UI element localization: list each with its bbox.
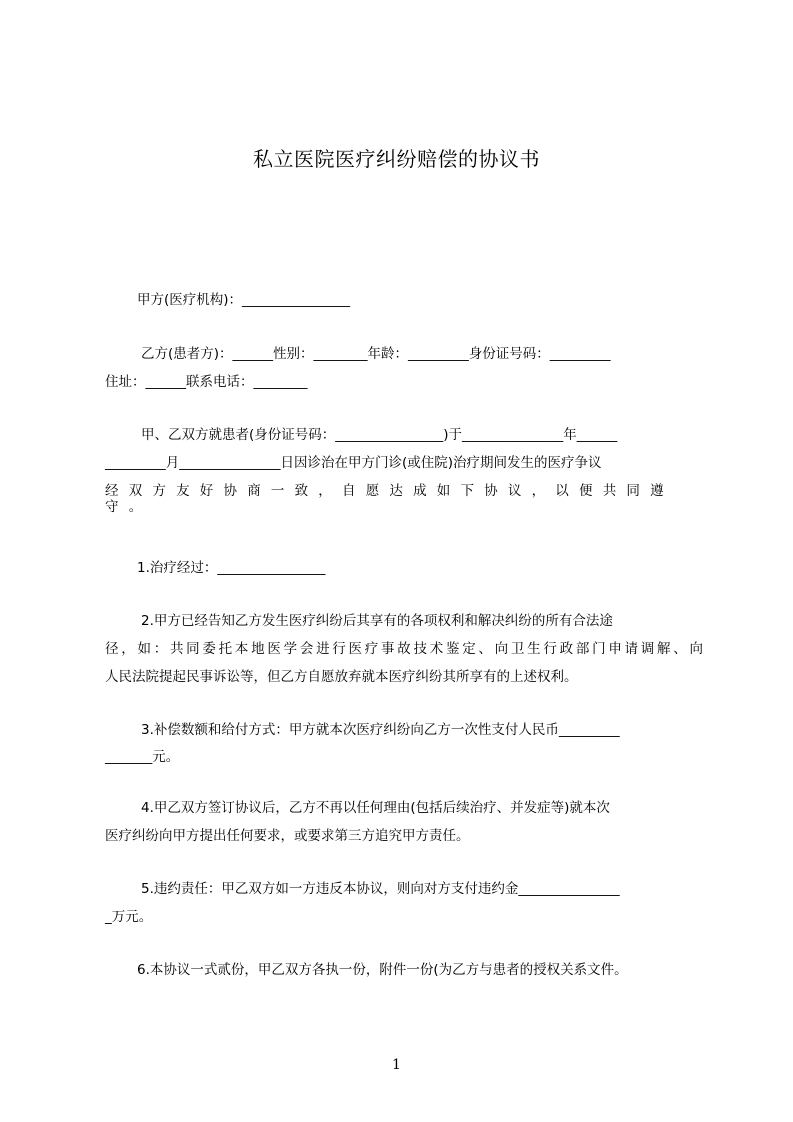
- intro-line-3: 经双方友好协商一致，自愿达成如下协议，以便共同遵守。: [105, 483, 674, 515]
- item-5-line-2: _万元。: [105, 909, 153, 925]
- item-6: 6.本协议一式贰份，甲乙双方各执一份，附件一份(为乙方与患者的授权关系文件。: [137, 962, 628, 978]
- item-3-line-2: _______元。: [105, 749, 180, 765]
- item-3-line-1: 3.补偿数额和给付方式：甲方就本次医疗纠纷向乙方一次性支付人民币_________: [141, 722, 620, 738]
- intro-line-1: 甲、乙双方就患者(身份证号码：________________)于_______________年______: [141, 427, 618, 443]
- item-1: 1.治疗经过：________________: [137, 560, 326, 576]
- party-b-line-1: 乙方(患者方)：______性别：________年龄：_________身份证号码：_________: [141, 346, 611, 362]
- item-4-line-2: 医疗纠纷向甲方提出任何要求，或要求第三方追究甲方责任。: [105, 828, 470, 844]
- item-2-line-2: 径，如：共同委托本地医学会进行医疗事故技术鉴定、向卫生行政部门申请调解、向: [105, 641, 703, 657]
- item-2-line-1: 2.甲方已经告知乙方发生医疗纠纷后其享有的各项权利和解决纠纷的所有合法途: [141, 613, 613, 629]
- page-title: 私立医院医疗纠纷赔偿的协议书: [253, 147, 540, 171]
- item-4-line-1: 4.甲乙双方签订协议后，乙方不再以任何理由(包括后续治疗、并发症等)就本次: [141, 800, 610, 816]
- item-5-line-1: 5.违约责任：甲乙双方如一方违反本协议，则向对方支付违约金_______________: [141, 881, 620, 897]
- party-b-line-2: 住址：______联系电话：________: [105, 374, 308, 390]
- intro-line-2: _________月_______________日因诊治在甲方门诊(或住院)治疗期间发生的医疗争议: [105, 455, 602, 471]
- party-a-line: 甲方(医疗机构)：________________: [137, 292, 351, 308]
- page-number: 1: [392, 1057, 401, 1073]
- item-2-line-3: 人民法院提起民事诉讼等，但乙方自愿放弃就本医疗纠纷其所享有的上述权利。: [105, 669, 578, 685]
